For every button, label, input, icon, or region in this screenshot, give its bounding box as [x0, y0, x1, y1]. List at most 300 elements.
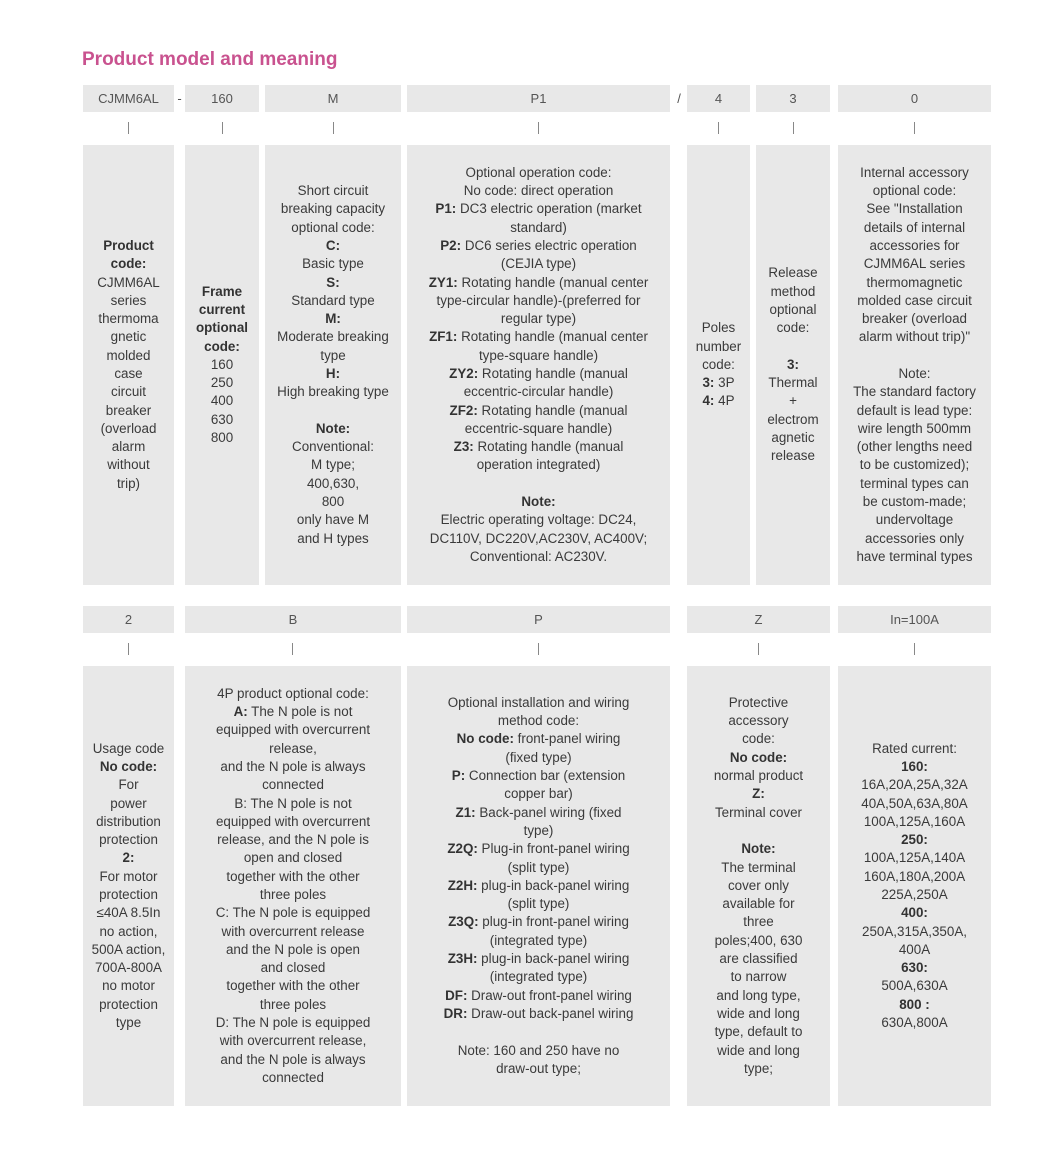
page-title: Product model and meaning: [82, 49, 338, 70]
desc-line: [277, 420, 389, 438]
desc-line: [277, 347, 389, 365]
desc-text: Draw-out front-panel wiring: [467, 987, 632, 1003]
desc-text: 630A,800A: [881, 1015, 948, 1031]
code-term: P1:: [435, 201, 457, 217]
desc-line: [429, 219, 649, 237]
connector-tick: [538, 122, 539, 134]
desc-text: The terminal: [721, 859, 796, 875]
desc-line: [767, 356, 818, 374]
desc-text: Electric operating voltage: DC24,: [440, 512, 637, 528]
code-term: S:: [326, 274, 340, 290]
desc-line: [767, 338, 818, 356]
desc-line: [277, 475, 389, 493]
desc-text: CJMM6AL: [97, 274, 160, 290]
desc-text: only have M: [296, 512, 370, 528]
desc-line: [429, 274, 649, 292]
desc-text: eccentric-square handle): [464, 420, 613, 436]
desc-line: [429, 365, 649, 383]
desc-text: Plug-in front-panel wiring: [477, 841, 630, 857]
desc-line: [444, 822, 634, 840]
desc-line: [853, 200, 976, 218]
desc-text: Rotating handle (manual center: [457, 274, 649, 290]
desc-line: [444, 767, 634, 785]
desc-line: [429, 182, 649, 200]
connector-tick: [793, 122, 794, 134]
desc-line: [92, 996, 166, 1014]
desc-line: [216, 923, 371, 941]
desc-line: [444, 1042, 634, 1060]
desc-text: agnetic: [771, 430, 815, 446]
desc-text: Draw-out back-panel wiring: [467, 1005, 634, 1021]
code-header-release: 3: [756, 85, 830, 112]
desc-line: [696, 338, 741, 356]
desc-line: [216, 740, 371, 758]
desc-text: and the N pole is always: [220, 758, 366, 774]
desc-line: [216, 685, 371, 703]
desc-line: [853, 511, 976, 529]
code-header-operation: P1: [407, 85, 670, 112]
desc-line: [92, 959, 166, 977]
code-term: ZY2:: [449, 366, 479, 381]
desc-text: CJMM6AL series: [863, 256, 966, 272]
desc-line: [92, 923, 166, 941]
desc-line: [767, 447, 818, 465]
desc-text: Note:: [898, 366, 931, 381]
desc-line: [853, 365, 976, 383]
desc-line: [97, 475, 160, 493]
desc-line: [861, 740, 967, 758]
desc-text: plug-in front-panel wiring: [478, 914, 629, 930]
desc-text: 160: [210, 356, 234, 372]
desc-line: [277, 328, 389, 346]
desc-line: [196, 411, 248, 429]
desc-line: [216, 941, 371, 959]
desc-line: [767, 301, 818, 319]
desc-line: [714, 913, 803, 931]
desc-text: power: [110, 795, 147, 811]
code-term: H:: [325, 366, 341, 381]
desc-text: circuit: [111, 384, 146, 400]
desc-line: [97, 347, 160, 365]
desc-text: ≤40A 8.5In: [96, 905, 161, 921]
desc-text: normal product: [713, 768, 804, 784]
desc-line: [97, 255, 160, 273]
desc-text: release,: [269, 740, 317, 756]
desc-text: The N pole is not: [247, 704, 353, 720]
desc-text: release: [771, 448, 815, 464]
desc-line: [216, 758, 371, 776]
desc-box-rated-current: [838, 666, 991, 1106]
desc-text: Release: [768, 265, 818, 281]
desc-text: three poles: [259, 996, 327, 1012]
desc-line: [853, 383, 976, 401]
desc-line: [277, 365, 389, 383]
desc-text: and closed: [260, 960, 326, 976]
connector-tick: [222, 122, 223, 134]
desc-line: [196, 374, 248, 392]
desc-text: (split type): [507, 896, 570, 912]
desc-line: [429, 255, 649, 273]
desc-text: with overcurrent release,: [219, 1033, 367, 1049]
connector-tick: [128, 643, 129, 655]
desc-text: DC110V, DC220V,AC230V, AC400V;: [429, 530, 648, 546]
desc-line: [92, 868, 166, 886]
code-header-4p-option: B: [185, 606, 401, 633]
desc-text: terminal types can: [860, 475, 969, 491]
desc-text: three poles: [259, 887, 327, 902]
desc-text: DC6 series electric operation: [461, 237, 637, 253]
desc-line: [696, 356, 741, 374]
desc-line: [853, 548, 976, 566]
desc-box-product-code: [83, 145, 174, 585]
desc-line: [429, 548, 649, 566]
desc-line: [861, 813, 967, 831]
desc-text: molded case circuit: [857, 292, 972, 308]
desc-text: type: [115, 1015, 142, 1031]
desc-box-operation-code: [407, 145, 670, 585]
desc-text: molded: [106, 347, 151, 363]
desc-line: [444, 987, 634, 1005]
desc-line: [196, 338, 248, 356]
desc-text: plug-in back-panel wiring: [477, 877, 630, 893]
desc-line: [429, 328, 649, 346]
desc-text: front-panel wiring: [513, 731, 621, 747]
desc-text: no action,: [99, 923, 158, 939]
desc-text: are classified: [719, 951, 798, 967]
desc-line: [714, 1005, 803, 1023]
desc-text: optional code:: [872, 183, 957, 199]
code-term: 160:: [901, 758, 928, 774]
desc-text: Rotating handle (manual: [478, 366, 628, 381]
desc-line: [853, 475, 976, 493]
desc-text: to be customized);: [859, 457, 970, 473]
desc-text: have terminal types: [856, 548, 973, 564]
desc-text: number: [695, 338, 742, 354]
code-header-poles: 4: [687, 85, 750, 112]
desc-text: undervoltage: [875, 512, 954, 528]
desc-line: [853, 310, 976, 328]
desc-line: [277, 511, 389, 529]
desc-text: (fixed type): [505, 749, 572, 765]
desc-line: [444, 804, 634, 822]
code-term: 3:: [787, 356, 799, 372]
desc-text: cover only: [727, 877, 789, 893]
code-term: ZF2:: [449, 402, 478, 418]
desc-line: [429, 292, 649, 310]
desc-text: Usage code: [92, 740, 165, 756]
code-term: 2:: [122, 850, 135, 866]
desc-text: plug-in back-panel wiring: [477, 951, 630, 967]
desc-text: to narrow: [730, 969, 787, 985]
desc-line: [92, 941, 166, 959]
desc-text: regular type): [500, 311, 577, 327]
desc-line: [216, 721, 371, 739]
code-term: 3:: [702, 375, 715, 391]
desc-text: 500A,630A: [881, 978, 948, 994]
desc-line: [696, 374, 741, 392]
desc-line: [196, 429, 248, 447]
desc-line: [429, 456, 649, 474]
desc-text: method code:: [497, 713, 580, 729]
desc-text: B: The N pole is not: [234, 795, 352, 811]
desc-text: breaker: [105, 402, 152, 418]
code-header-protective: Z: [687, 606, 830, 633]
desc-text: (other lengths need: [856, 439, 973, 455]
desc-line: [216, 1069, 371, 1087]
desc-line: [216, 776, 371, 794]
connector-tick: [718, 122, 719, 134]
desc-line: [861, 1014, 967, 1032]
desc-text: Note: 160 and 250 have no: [457, 1042, 620, 1058]
connector-tick: [538, 643, 539, 655]
desc-line: [92, 831, 166, 849]
desc-line: [767, 283, 818, 301]
desc-line: [429, 511, 649, 529]
code-term: Note:: [521, 494, 556, 510]
desc-line: [277, 530, 389, 548]
desc-line: [92, 977, 166, 995]
desc-line: [861, 886, 967, 904]
desc-line: [714, 932, 803, 950]
code-term: No code:: [456, 731, 514, 747]
desc-line: [216, 703, 371, 721]
desc-line: [97, 328, 160, 346]
code-term: M:: [325, 311, 341, 327]
desc-line: [767, 392, 818, 410]
desc-line: [92, 904, 166, 922]
code-header-rated-current: In=100A: [838, 606, 991, 633]
desc-line: [277, 493, 389, 511]
desc-line: [216, 996, 371, 1014]
code-term: No code:: [99, 758, 158, 774]
desc-text: 250A,315A,350A,: [862, 923, 967, 939]
desc-line: [216, 1051, 371, 1069]
desc-line: [277, 310, 389, 328]
desc-line: [196, 319, 248, 337]
desc-text: DC3 electric operation (market: [456, 201, 642, 217]
desc-line: [861, 923, 967, 941]
desc-text: together with the other: [226, 868, 360, 884]
desc-text: thermomagnetic: [866, 274, 963, 290]
code-header-breaking: M: [265, 85, 401, 112]
desc-line: [714, 950, 803, 968]
desc-line: [714, 877, 803, 895]
desc-line: [444, 859, 634, 877]
desc-text: Short circuit: [297, 183, 369, 199]
desc-line: [216, 849, 371, 867]
desc-line: [861, 795, 967, 813]
desc-line: [277, 200, 389, 218]
desc-line: [861, 904, 967, 922]
desc-line: [97, 237, 160, 255]
desc-line: [444, 932, 634, 950]
desc-text: be custom-made;: [862, 494, 967, 510]
desc-line: [429, 383, 649, 401]
desc-text: High breaking type: [277, 384, 389, 400]
desc-line: [861, 959, 967, 977]
desc-box-4p-option: [185, 666, 401, 1106]
desc-text: Rotating handle (manual: [473, 439, 624, 455]
code-term: Z3:: [453, 439, 474, 455]
desc-line: [853, 164, 976, 182]
desc-line: [444, 895, 634, 913]
code-term: ZY1:: [428, 274, 458, 290]
desc-text: code:: [776, 320, 810, 336]
desc-line: [714, 822, 803, 840]
desc-text: eccentric-circular handle): [463, 384, 614, 400]
desc-text: optional: [769, 301, 817, 317]
desc-line: [861, 831, 967, 849]
desc-text: alarm: [111, 439, 146, 455]
desc-line: [97, 310, 160, 328]
desc-text: code:: [702, 356, 735, 372]
desc-line: [444, 1023, 634, 1041]
desc-text: For: [118, 777, 139, 793]
desc-text: The standard factory: [853, 384, 976, 400]
code-term: 630:: [901, 960, 928, 976]
desc-text: Optional operation code:: [465, 164, 612, 180]
code-term: Z:: [752, 786, 765, 802]
code-term: 250:: [901, 832, 928, 848]
desc-line: [196, 301, 248, 319]
code-term: 4:: [702, 393, 715, 409]
desc-line: [696, 392, 741, 410]
desc-text: type;: [743, 1060, 773, 1076]
desc-text: standard): [510, 219, 567, 235]
desc-text: electrom: [767, 411, 819, 427]
connector-tick: [292, 643, 293, 655]
desc-text: Rated current:: [872, 740, 957, 756]
desc-text: thermoma: [98, 311, 159, 327]
desc-line: [853, 219, 976, 237]
desc-line: [429, 402, 649, 420]
desc-line: [767, 429, 818, 447]
code-term: Z3Q:: [448, 914, 479, 930]
code-header-product: CJMM6AL: [83, 85, 174, 112]
desc-text: Poles: [701, 320, 736, 336]
desc-text: Terminal cover: [714, 804, 803, 820]
desc-text: type): [523, 822, 554, 838]
desc-text: (CEJIA type): [500, 256, 577, 272]
desc-line: [714, 859, 803, 877]
desc-text: type-square handle): [478, 347, 599, 363]
desc-text: breaker (overload: [862, 311, 967, 327]
desc-line: [853, 255, 976, 273]
desc-text: copper bar): [504, 786, 573, 802]
desc-text: type-circular handle)-(preferred for: [436, 292, 641, 308]
desc-line: [861, 776, 967, 794]
code-term: DF:: [445, 987, 468, 1003]
desc-line: [714, 1060, 803, 1078]
desc-box-frame-current: [185, 145, 259, 585]
desc-text: Connection bar (extension: [465, 768, 626, 784]
desc-line: [277, 219, 389, 237]
desc-line: [196, 283, 248, 301]
desc-text: (overload: [100, 420, 157, 436]
code-term: optional: [195, 320, 249, 336]
desc-line: [853, 237, 976, 255]
desc-text: Conventional: AC230V.: [469, 548, 608, 564]
desc-line: [853, 402, 976, 420]
desc-line: [853, 274, 976, 292]
code-header-frame: 160: [185, 85, 259, 112]
desc-text: equipped with overcurrent: [215, 722, 371, 738]
code-term: A:: [233, 704, 248, 720]
desc-line: [444, 913, 634, 931]
desc-line: [429, 237, 649, 255]
desc-line: [429, 420, 649, 438]
desc-text: 630: [210, 411, 234, 427]
desc-text: type, default to: [714, 1024, 803, 1040]
desc-line: [714, 895, 803, 913]
desc-text: three: [743, 914, 774, 930]
desc-line: [429, 530, 649, 548]
desc-text: gnetic: [110, 329, 147, 345]
desc-line: [92, 813, 166, 831]
desc-line: [767, 319, 818, 337]
desc-text: connected: [262, 777, 324, 793]
desc-line: [429, 475, 649, 493]
desc-line: [97, 292, 160, 310]
desc-text: No code: direct operation: [463, 183, 614, 199]
desc-line: [216, 1014, 371, 1032]
desc-line: [861, 996, 967, 1014]
desc-line: [92, 886, 166, 904]
code-term: Z2Q:: [447, 841, 478, 857]
desc-text: accessories only: [865, 530, 964, 546]
desc-line: [92, 849, 166, 867]
desc-line: [444, 968, 634, 986]
desc-line: [216, 886, 371, 904]
desc-line: [277, 402, 389, 420]
desc-line: [92, 740, 166, 758]
desc-text: Rotating handle (manual center: [457, 329, 648, 345]
desc-line: [216, 831, 371, 849]
desc-line: [277, 456, 389, 474]
desc-line: [861, 977, 967, 995]
desc-text: 800: [210, 430, 234, 446]
desc-text: protection: [99, 832, 158, 848]
desc-text: 250: [210, 375, 234, 391]
desc-line: [92, 795, 166, 813]
desc-text: Protective: [728, 694, 789, 710]
code-term: Z2H:: [447, 877, 478, 893]
desc-text: Moderate breaking: [277, 329, 389, 345]
connector-tick: [128, 122, 129, 134]
code-term: current: [198, 301, 246, 317]
desc-text: C: The N pole is equipped: [215, 905, 371, 921]
code-term: Note:: [315, 420, 351, 436]
desc-text: and H types: [297, 530, 369, 546]
desc-text: code:: [742, 731, 775, 747]
desc-text: 4P product optional code:: [217, 685, 369, 701]
code-term: Product: [103, 237, 154, 253]
code-term: P2:: [440, 237, 462, 253]
desc-text: protection: [99, 996, 158, 1012]
desc-text: protection: [99, 887, 158, 902]
desc-text: M type;: [311, 457, 355, 473]
desc-line: [853, 438, 976, 456]
desc-text: wide and long: [717, 1005, 800, 1021]
desc-text: (integrated type): [489, 969, 588, 985]
code-term: No code:: [729, 749, 788, 765]
desc-text: 800: [321, 494, 345, 510]
desc-text: 500A action,: [91, 941, 166, 957]
desc-line: [97, 365, 160, 383]
code-term: code:: [204, 338, 240, 354]
desc-text: optional code:: [291, 219, 375, 235]
desc-line: [444, 877, 634, 895]
